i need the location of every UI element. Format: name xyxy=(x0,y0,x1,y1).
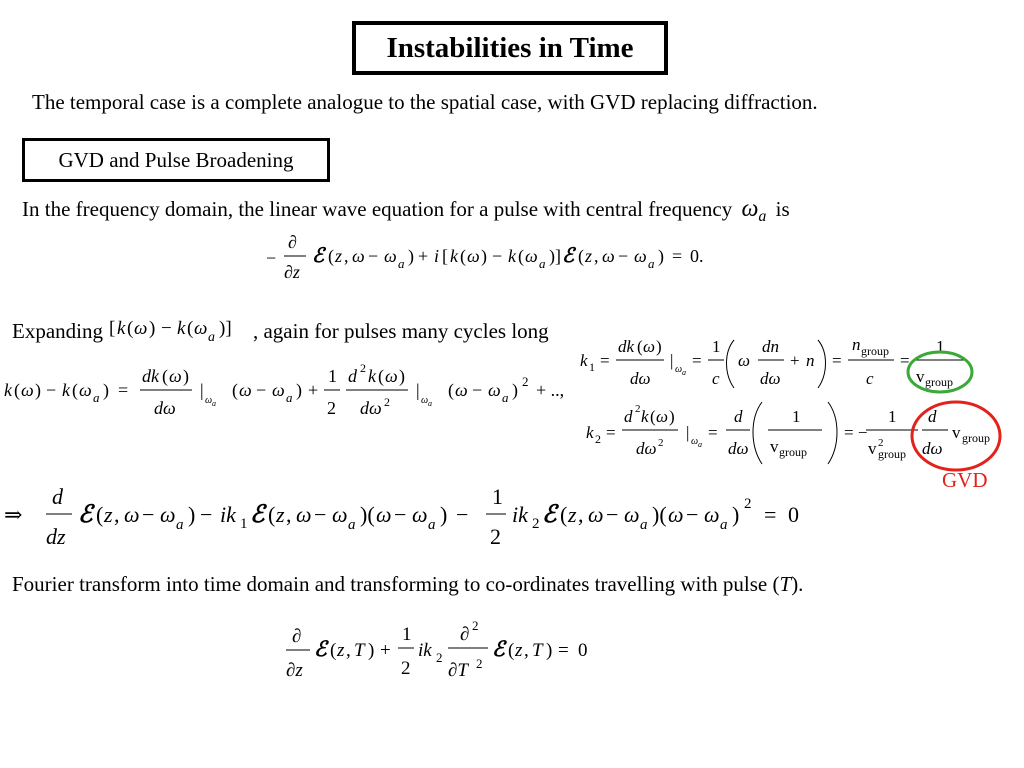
svg-text:ω: ω xyxy=(296,502,312,527)
svg-text:ω: ω xyxy=(412,502,428,527)
svg-text:): ) xyxy=(512,380,518,400)
svg-text:): ) xyxy=(658,246,664,266)
expanding-text xyxy=(12,308,549,344)
wave-equation-frequency-domain xyxy=(262,228,732,286)
svg-text:k: k xyxy=(450,246,458,266)
svg-text:ℰ: ℰ xyxy=(542,502,557,528)
svg-text:dω: dω xyxy=(154,398,176,418)
svg-text:group: group xyxy=(779,445,807,459)
svg-text:2: 2 xyxy=(635,403,641,415)
svg-text:a: a xyxy=(648,256,655,271)
svg-text:dn: dn xyxy=(762,337,779,356)
k1-equation xyxy=(578,334,998,396)
svg-text:a: a xyxy=(682,368,686,377)
svg-text:2: 2 xyxy=(522,374,529,389)
svg-text:2: 2 xyxy=(401,658,411,679)
svg-text:): ) xyxy=(188,502,196,527)
svg-text:∂T: ∂T xyxy=(448,660,468,681)
svg-text:2: 2 xyxy=(384,395,390,409)
svg-text:ω: ω xyxy=(239,380,252,400)
svg-text:+: + xyxy=(790,351,800,370)
svg-text:1: 1 xyxy=(589,360,595,374)
svg-text:a: a xyxy=(640,517,648,533)
svg-text:=: = xyxy=(600,351,610,370)
svg-text:): ) xyxy=(669,407,675,426)
svg-text:k: k xyxy=(368,366,376,386)
svg-text:d: d xyxy=(928,407,937,426)
svg-text:dω: dω xyxy=(636,439,657,458)
svg-text:ℰ: ℰ xyxy=(312,245,325,267)
svg-text:2: 2 xyxy=(658,437,664,449)
svg-text:1: 1 xyxy=(240,516,248,532)
svg-text:ω: ω xyxy=(668,502,684,527)
svg-text:): ) xyxy=(296,380,302,400)
svg-text:): ) xyxy=(399,366,405,386)
svg-text:,: , xyxy=(524,640,529,661)
svg-text:+: + xyxy=(308,380,319,400)
svg-text:T: T xyxy=(532,640,543,661)
svg-text:(: ( xyxy=(328,246,334,266)
svg-text:k: k xyxy=(176,318,186,339)
svg-text:2: 2 xyxy=(595,432,601,446)
svg-text:1: 1 xyxy=(492,484,503,509)
svg-text:=: = xyxy=(672,246,683,266)
svg-text:,: , xyxy=(114,502,120,527)
svg-text:c: c xyxy=(866,369,874,388)
svg-text:ω: ω xyxy=(352,246,365,266)
svg-text:z: z xyxy=(515,640,523,661)
svg-text:−: − xyxy=(472,380,483,400)
frequency-domain-text-body: In the frequency domain, the linear wave equation for a pulse with central frequency xyxy=(22,197,733,221)
svg-text:dk: dk xyxy=(618,337,635,356)
svg-text:(: ( xyxy=(14,380,20,400)
svg-text:ω: ω xyxy=(691,436,699,447)
svg-text:(: ( xyxy=(378,366,384,386)
svg-text:k: k xyxy=(508,246,516,266)
svg-text:=: = xyxy=(692,351,702,370)
svg-text:(: ( xyxy=(96,502,104,527)
svg-text:−: − xyxy=(456,502,469,527)
svg-text:ω: ω xyxy=(332,502,348,527)
svg-text:): ) xyxy=(148,318,156,339)
svg-text:+: + xyxy=(380,640,391,661)
svg-text:group: group xyxy=(861,344,889,358)
svg-text:[: [ xyxy=(108,318,116,339)
svg-text:∂: ∂ xyxy=(460,624,470,645)
svg-text:,: , xyxy=(346,640,351,661)
svg-text:v: v xyxy=(770,437,779,456)
svg-text:−: − xyxy=(46,380,57,400)
svg-text:(: ( xyxy=(232,380,238,400)
svg-text:a: a xyxy=(93,390,100,405)
svg-text:,: , xyxy=(286,502,292,527)
frequency-domain-propagation-equation xyxy=(4,482,824,552)
svg-text:ω: ω xyxy=(738,351,751,370)
slide-title: Instabilities in Time xyxy=(352,21,668,75)
svg-text:)]: )] xyxy=(549,246,561,266)
svg-text:ω: ω xyxy=(160,502,176,527)
fourier-transform-text-start: Fourier transform into time domain and transforming to co-ordinates travelling with pulse ( xyxy=(12,572,780,596)
svg-text:ω: ω xyxy=(272,380,285,400)
svg-text:group: group xyxy=(962,431,990,445)
k2-equation xyxy=(582,398,1002,470)
svg-text:0: 0 xyxy=(788,502,799,527)
svg-text:ℰ: ℰ xyxy=(78,502,93,528)
svg-text:ω: ω xyxy=(385,366,398,386)
svg-text:(: ( xyxy=(186,318,194,339)
svg-text:a: a xyxy=(428,517,436,533)
svg-text:d: d xyxy=(624,407,633,426)
k-difference-expression xyxy=(109,314,259,344)
svg-text:(: ( xyxy=(637,337,643,356)
svg-text:): ) xyxy=(408,246,414,266)
svg-text:a: a xyxy=(348,517,356,533)
svg-text:dz: dz xyxy=(46,524,66,549)
svg-text:): ) xyxy=(368,640,375,661)
svg-text:z: z xyxy=(276,502,285,527)
svg-text:v: v xyxy=(868,439,877,458)
svg-text:⇒: ⇒ xyxy=(4,502,23,527)
svg-text:ω: ω xyxy=(602,246,615,266)
svg-text:)]: )] xyxy=(218,318,232,339)
svg-text:a: a xyxy=(212,399,216,408)
svg-text:): ) xyxy=(183,366,189,386)
svg-text:=: = xyxy=(764,502,777,527)
svg-text:ω: ω xyxy=(205,395,213,406)
svg-text:ω: ω xyxy=(704,502,720,527)
svg-text:(: ( xyxy=(650,407,656,426)
svg-text:d: d xyxy=(734,407,743,426)
svg-text:group: group xyxy=(925,375,953,389)
svg-text:ω: ω xyxy=(488,380,501,400)
svg-text:d: d xyxy=(348,366,357,386)
svg-text:−: − xyxy=(492,246,503,266)
svg-text:,: , xyxy=(578,502,584,527)
svg-text:,: , xyxy=(594,246,599,266)
taylor-expansion-equation xyxy=(4,362,574,426)
svg-text:(: ( xyxy=(126,318,134,339)
svg-text:c: c xyxy=(712,369,720,388)
svg-text:T: T xyxy=(354,640,365,661)
svg-text:i: i xyxy=(434,246,440,266)
svg-text:1: 1 xyxy=(936,337,945,356)
svg-text:ω: ω xyxy=(643,337,656,356)
svg-text:=: = xyxy=(900,351,910,370)
svg-text:ω: ω xyxy=(455,380,468,400)
svg-text:): ) xyxy=(481,246,487,266)
svg-text:): ) xyxy=(440,502,448,527)
svg-text:1: 1 xyxy=(792,407,801,426)
svg-text:−: − xyxy=(266,248,277,268)
svg-text:ω: ω xyxy=(169,366,182,386)
svg-text:2: 2 xyxy=(472,618,479,633)
svg-text:v: v xyxy=(916,367,925,386)
svg-text:ω: ω xyxy=(675,364,683,375)
omega-symbol: ω xyxy=(741,196,759,222)
svg-text:∂: ∂ xyxy=(288,232,297,252)
svg-text:a: a xyxy=(428,399,432,408)
frequency-domain-text xyxy=(22,196,790,226)
svg-text:k: k xyxy=(62,380,70,400)
svg-text:2: 2 xyxy=(360,361,366,375)
svg-text:a: a xyxy=(698,440,702,449)
svg-text:=: = xyxy=(832,351,842,370)
svg-text:z: z xyxy=(104,502,113,527)
svg-text:(: ( xyxy=(72,380,78,400)
svg-text:=: = xyxy=(708,423,718,442)
svg-text:−: − xyxy=(394,502,407,527)
svg-text:a: a xyxy=(286,390,293,405)
svg-text:=: = xyxy=(606,423,616,442)
svg-text:ω: ω xyxy=(193,318,208,339)
svg-text:−: − xyxy=(314,502,327,527)
svg-text:a: a xyxy=(720,517,728,533)
fourier-transform-text-end: ). xyxy=(791,572,804,596)
svg-text:z: z xyxy=(337,640,345,661)
svg-text:n: n xyxy=(806,351,815,370)
svg-text:−: − xyxy=(686,502,699,527)
gvd-label: GVD xyxy=(942,468,988,492)
svg-text:2: 2 xyxy=(490,524,501,549)
svg-text:ω: ω xyxy=(588,502,604,527)
svg-text:): ) xyxy=(103,380,109,400)
fourier-transform-text xyxy=(12,572,803,597)
svg-text:2: 2 xyxy=(744,496,752,512)
svg-text:v: v xyxy=(952,423,961,442)
svg-text:k: k xyxy=(4,380,12,400)
svg-text:=: = xyxy=(118,380,129,400)
svg-text:(: ( xyxy=(162,366,168,386)
svg-text:(: ( xyxy=(560,502,568,527)
svg-text:ℰ: ℰ xyxy=(562,245,575,267)
svg-text:ω: ω xyxy=(376,502,392,527)
svg-text:(: ( xyxy=(518,246,524,266)
omega-subscript: a xyxy=(758,208,767,226)
svg-text:k: k xyxy=(116,318,126,339)
svg-text:ω: ω xyxy=(421,395,429,406)
svg-text:ℰ: ℰ xyxy=(314,637,327,661)
svg-text:∂z: ∂z xyxy=(286,660,303,681)
svg-text:=: = xyxy=(558,640,569,661)
svg-text:ik: ik xyxy=(418,640,432,661)
svg-text:∂z: ∂z xyxy=(284,262,300,282)
svg-text:)(: )( xyxy=(652,502,667,527)
svg-text:= −: = − xyxy=(844,423,868,442)
svg-text:|: | xyxy=(200,380,204,400)
svg-text:|: | xyxy=(670,351,674,370)
svg-text:ω: ω xyxy=(133,318,148,339)
svg-text:1: 1 xyxy=(328,366,337,386)
svg-text:ω: ω xyxy=(656,407,669,426)
svg-text:(: ( xyxy=(578,246,584,266)
svg-text:2: 2 xyxy=(327,398,336,418)
svg-text:−: − xyxy=(200,502,213,527)
svg-text:dω: dω xyxy=(728,439,749,458)
svg-text:1: 1 xyxy=(712,337,721,356)
svg-text:k: k xyxy=(580,351,588,370)
svg-text:ω: ω xyxy=(634,246,647,266)
svg-text:a: a xyxy=(176,517,184,533)
svg-text:∂: ∂ xyxy=(292,626,302,647)
svg-text:k: k xyxy=(586,423,594,442)
svg-text:dω: dω xyxy=(360,398,382,418)
svg-text:+: + xyxy=(418,246,429,266)
svg-text:ω: ω xyxy=(124,502,140,527)
svg-text:2: 2 xyxy=(476,656,483,671)
svg-text:z: z xyxy=(585,246,593,266)
svg-text:0: 0 xyxy=(578,640,588,661)
svg-text:ω: ω xyxy=(79,380,92,400)
svg-text:ω: ω xyxy=(21,380,34,400)
svg-text:group: group xyxy=(878,447,906,461)
svg-text:|: | xyxy=(416,380,420,400)
svg-text:dω: dω xyxy=(760,369,781,388)
svg-text:a: a xyxy=(398,256,405,271)
svg-text:ω: ω xyxy=(467,246,480,266)
svg-text:2: 2 xyxy=(436,650,443,665)
intro-text: The temporal case is a complete analogue to the spatial case, with GVD replacing diffraction. xyxy=(32,90,818,114)
svg-text:ℰ: ℰ xyxy=(492,637,505,661)
svg-text:2: 2 xyxy=(878,437,884,449)
expanding-text-start: Expanding xyxy=(12,319,103,343)
svg-text:−: − xyxy=(142,502,155,527)
svg-text:a: a xyxy=(502,390,509,405)
svg-text:a: a xyxy=(207,330,215,345)
svg-text:(: ( xyxy=(330,640,337,661)
svg-text:1: 1 xyxy=(888,407,897,426)
svg-text:a: a xyxy=(539,256,546,271)
svg-text:z: z xyxy=(568,502,577,527)
svg-text:ℰ: ℰ xyxy=(250,502,265,528)
svg-text:,: , xyxy=(344,246,349,266)
svg-text:ik: ik xyxy=(512,502,528,527)
frequency-domain-text-end: is xyxy=(775,197,790,221)
svg-text:): ) xyxy=(35,380,41,400)
expanding-text-end: , again for pulses many cycles long xyxy=(252,319,549,343)
svg-text:−: − xyxy=(618,246,629,266)
svg-text:ω: ω xyxy=(384,246,397,266)
svg-text:−: − xyxy=(606,502,619,527)
svg-text:+ ..,: + .., xyxy=(536,380,565,400)
svg-text:): ) xyxy=(546,640,553,661)
svg-text:|: | xyxy=(686,423,690,442)
svg-text:): ) xyxy=(732,502,740,527)
svg-text:ω: ω xyxy=(525,246,538,266)
svg-text:d: d xyxy=(52,484,63,509)
svg-text:dω: dω xyxy=(922,439,943,458)
svg-text:ω: ω xyxy=(624,502,640,527)
svg-text:ik: ik xyxy=(220,502,236,527)
svg-text:n: n xyxy=(852,335,861,354)
svg-text:(: ( xyxy=(508,640,515,661)
svg-text:(: ( xyxy=(448,380,454,400)
svg-text:z: z xyxy=(335,246,343,266)
svg-text:−: − xyxy=(368,246,379,266)
svg-text:[: [ xyxy=(442,246,448,266)
svg-text:(: ( xyxy=(460,246,466,266)
svg-text:dω: dω xyxy=(630,369,651,388)
time-symbol: T xyxy=(779,572,792,596)
svg-text:0.: 0. xyxy=(690,246,704,266)
svg-text:−: − xyxy=(160,318,172,339)
svg-text:): ) xyxy=(656,337,662,356)
svg-text:−: − xyxy=(256,380,267,400)
svg-text:dk: dk xyxy=(142,366,159,386)
svg-text:k: k xyxy=(641,407,649,426)
svg-text:1: 1 xyxy=(402,624,412,645)
svg-text:(: ( xyxy=(268,502,276,527)
svg-text:)(: )( xyxy=(360,502,375,527)
section-heading-box: GVD and Pulse Broadening xyxy=(22,138,330,182)
time-domain-propagation-equation xyxy=(284,616,614,686)
svg-text:2: 2 xyxy=(532,516,540,532)
